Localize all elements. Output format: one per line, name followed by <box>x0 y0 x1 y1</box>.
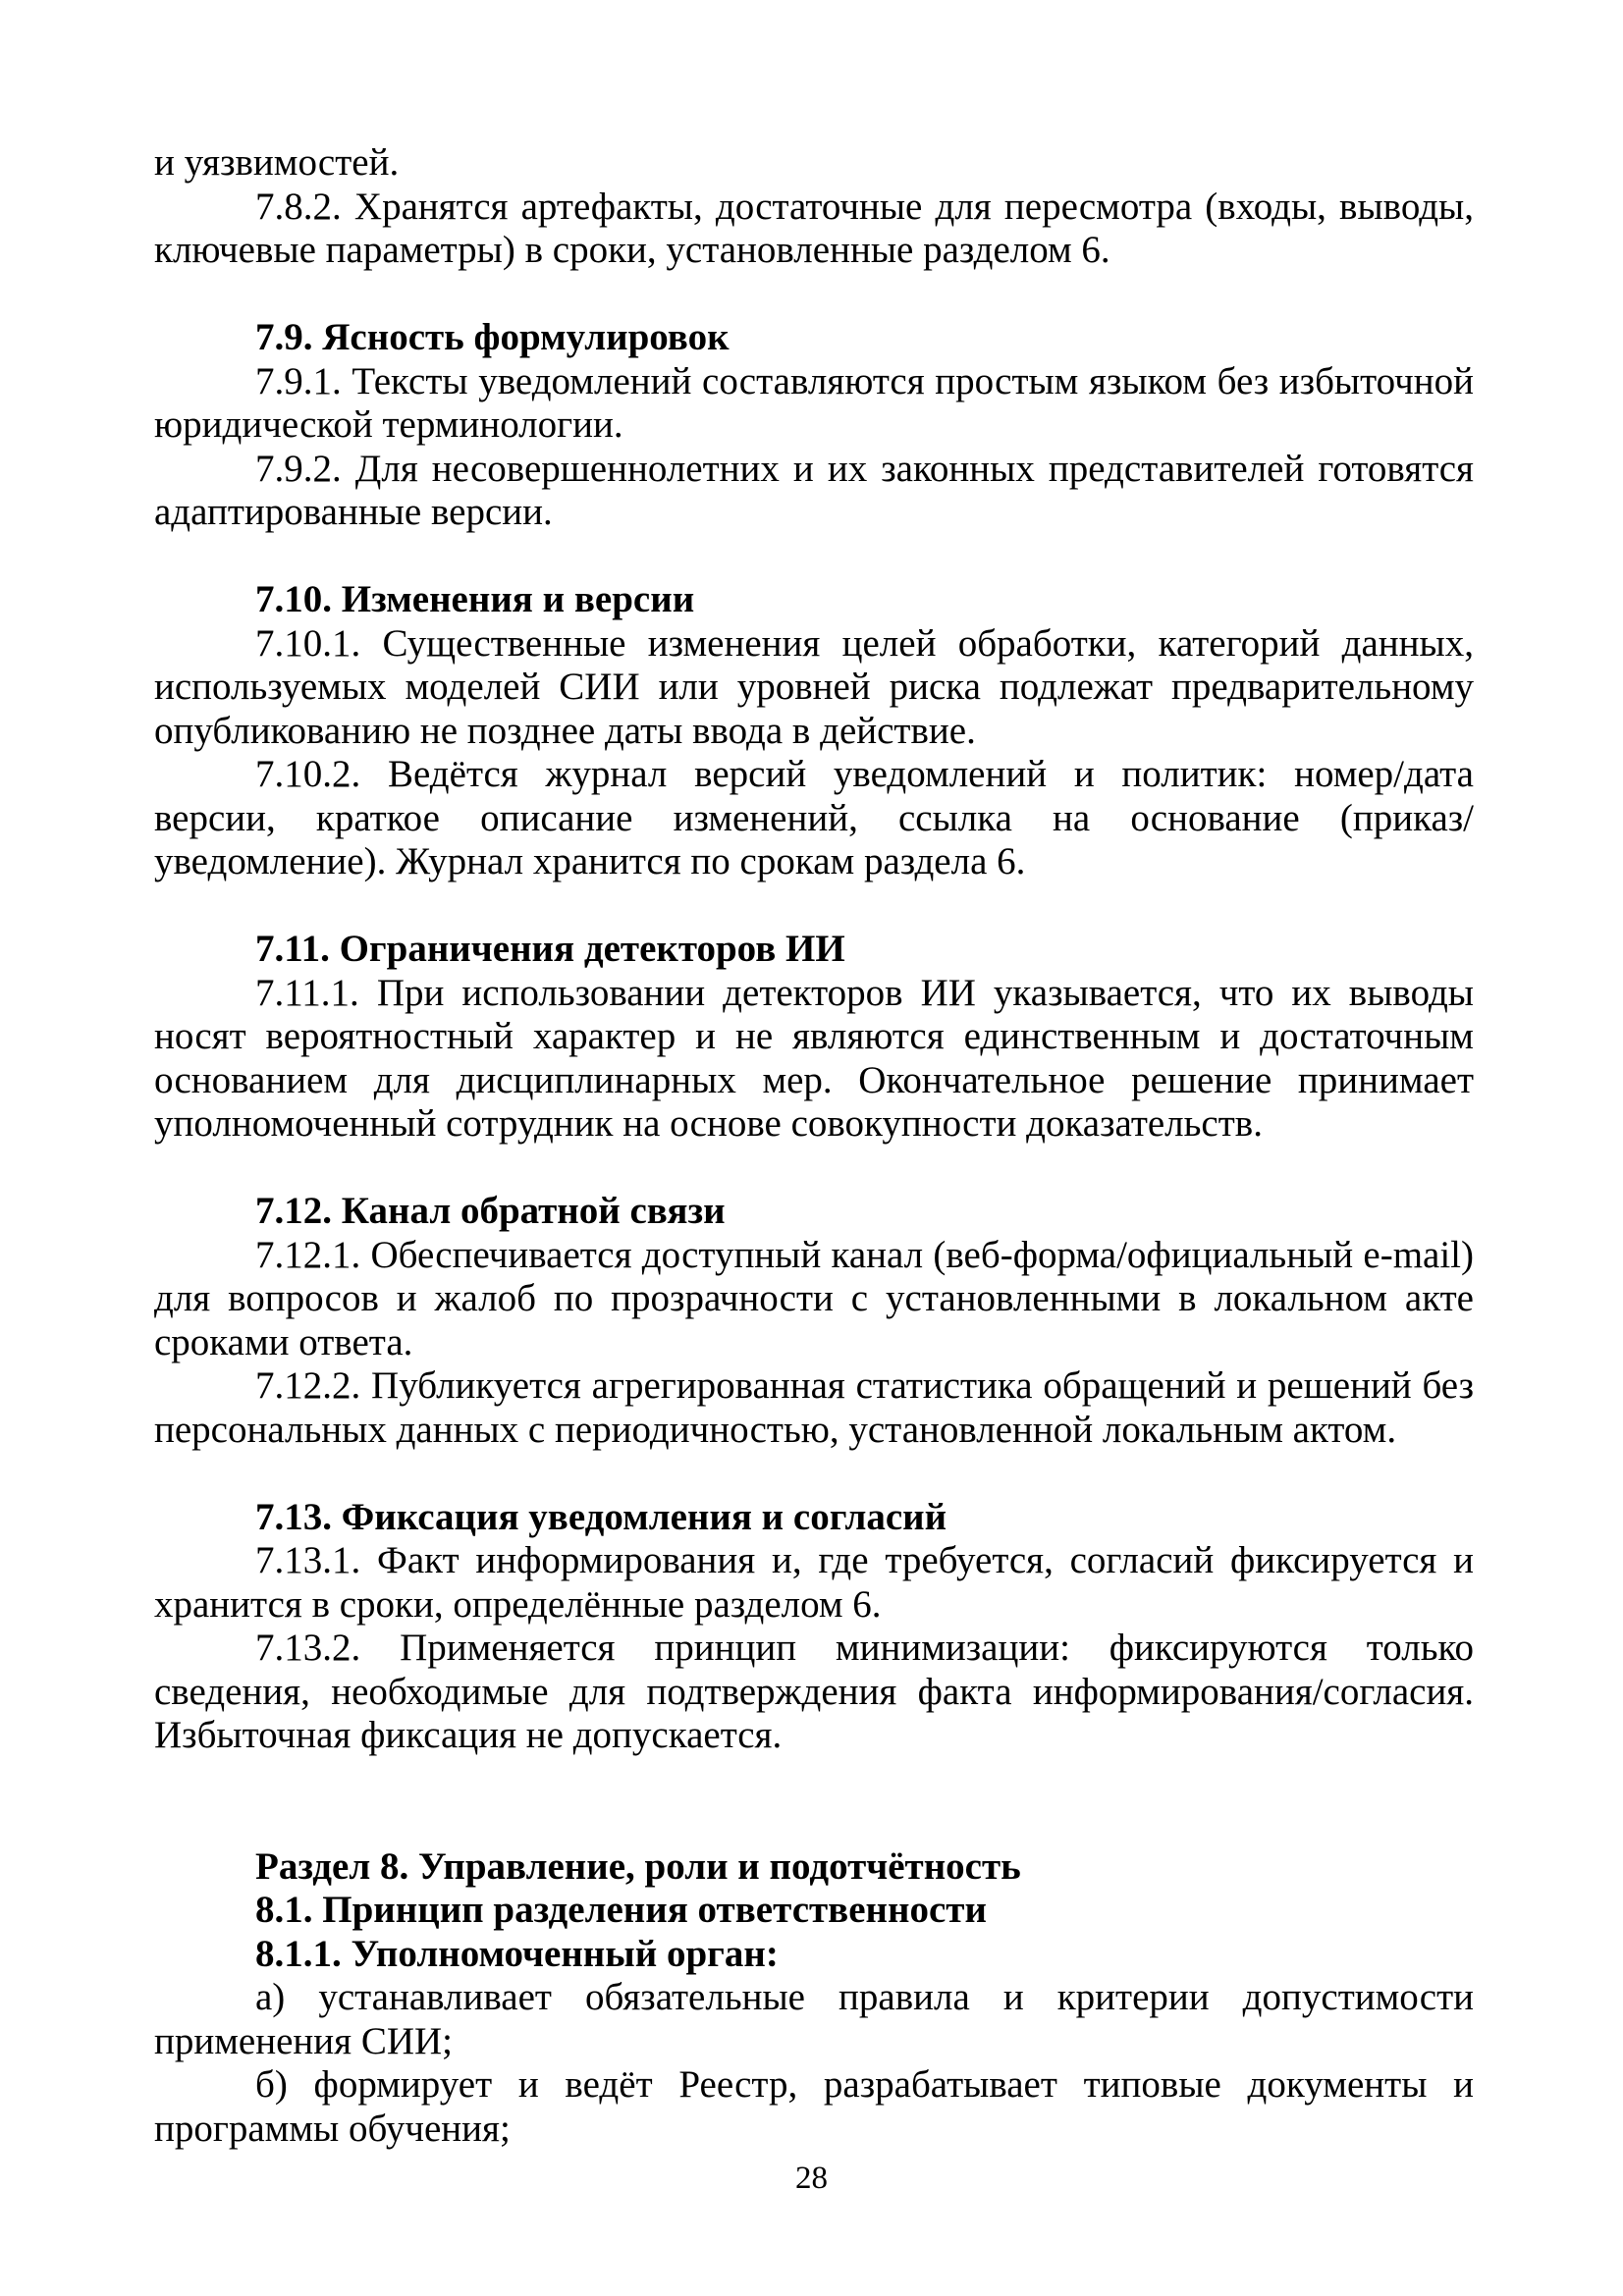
list-item-a: а) устанавливает обязательные правила и критерии допустимости применения СИИ; <box>154 1976 1474 2062</box>
section-gap <box>154 535 1474 579</box>
clause-7-13-2: 7.13.2. Применяется принцип минимизации: фиксируются только сведения, необходимые для подтверждения факта информирования/согласия. Избыточная фиксация не допускается. <box>154 1627 1474 1756</box>
clause-7-10-2: 7.10.2. Ведётся журнал версий уведомлений и политик: номер/дата версии, краткое описание изменений, ссылка на основание (приказ/уведомление). Журнал хранится по срокам раздела 6. <box>154 753 1474 882</box>
heading-8-1: 8.1. Принцип разделения ответственности <box>255 1889 987 1931</box>
clause-7-10-1: 7.10.1. Существенные изменения целей обработки, категорий данных, используемых моделей СИИ или уровней риска подлежат предварительному опубликованию не позднее даты ввода в действие. <box>154 621 1474 752</box>
clause-7-13-1: 7.13.1. Факт информирования и, где требуется, согласий фиксируется и хранится в сроки, определённые разделом 6. <box>154 1539 1474 1626</box>
document-content <box>154 141 1474 2151</box>
heading-7-12: 7.12. Канал обратной связи <box>255 1190 726 1232</box>
clause-7-9-2: 7.9.2. Для несовершеннолетних и их законных представителей готовятся адаптированные версии. <box>154 447 1474 533</box>
section-gap <box>154 273 1474 317</box>
heading-8-1-1: 8.1.1. Уполномоченный орган: <box>255 1932 779 1975</box>
section-gap-large <box>154 1758 1474 1845</box>
heading-7-10: 7.10. Изменения и версии <box>255 578 695 620</box>
clause-7-12-1: 7.12.1. Обеспечивается доступный канал (веб-форма/официальный e-mail) для вопросов и жалоб по прозрачности с установленными в локальном акте сроками ответа. <box>154 1233 1474 1363</box>
page-number: 28 <box>795 2161 828 2196</box>
clause-7-8-2: 7.8.2. Хранятся артефакты, достаточные для пересмотра (входы, выводы, ключевые параметры) в сроки, установленные разделом 6. <box>154 185 1474 271</box>
section-gap <box>154 884 1474 929</box>
list-item-b: б) формирует и ведёт Реестр, разрабатывает типовые документы и программы обучения; <box>154 2063 1474 2150</box>
heading-7-11: 7.11. Ограничения детекторов ИИ <box>255 928 845 970</box>
clause-7-12-2: 7.12.2. Публикуется агрегированная статистика обращений и решений без персональных данных с периодичностью, установленной локальным актом. <box>154 1364 1474 1451</box>
clause-7-11-1: 7.11.1. При использовании детекторов ИИ указывается, что их выводы носят вероятностный характер и не являются единственным и достаточным основанием для дисциплинарных мер. Окончательное решение принимает уполномоченный сотрудник на основе совокупности доказательств. <box>154 971 1474 1145</box>
section-gap <box>154 1147 1474 1191</box>
heading-7-13: 7.13. Фиксация уведомления и согласий <box>255 1495 947 1538</box>
clause-7-9-1: 7.9.1. Тексты уведомлений составляются простым языком без избыточной юридической терминологии. <box>154 359 1474 446</box>
section-gap <box>154 1452 1474 1496</box>
heading-7-9: 7.9. Ясность формулировок <box>255 316 730 358</box>
heading-section-8: Раздел 8. Управление, роли и подотчётность <box>255 1844 1021 1888</box>
continuation-paragraph: и уязвимостей. <box>154 141 400 184</box>
